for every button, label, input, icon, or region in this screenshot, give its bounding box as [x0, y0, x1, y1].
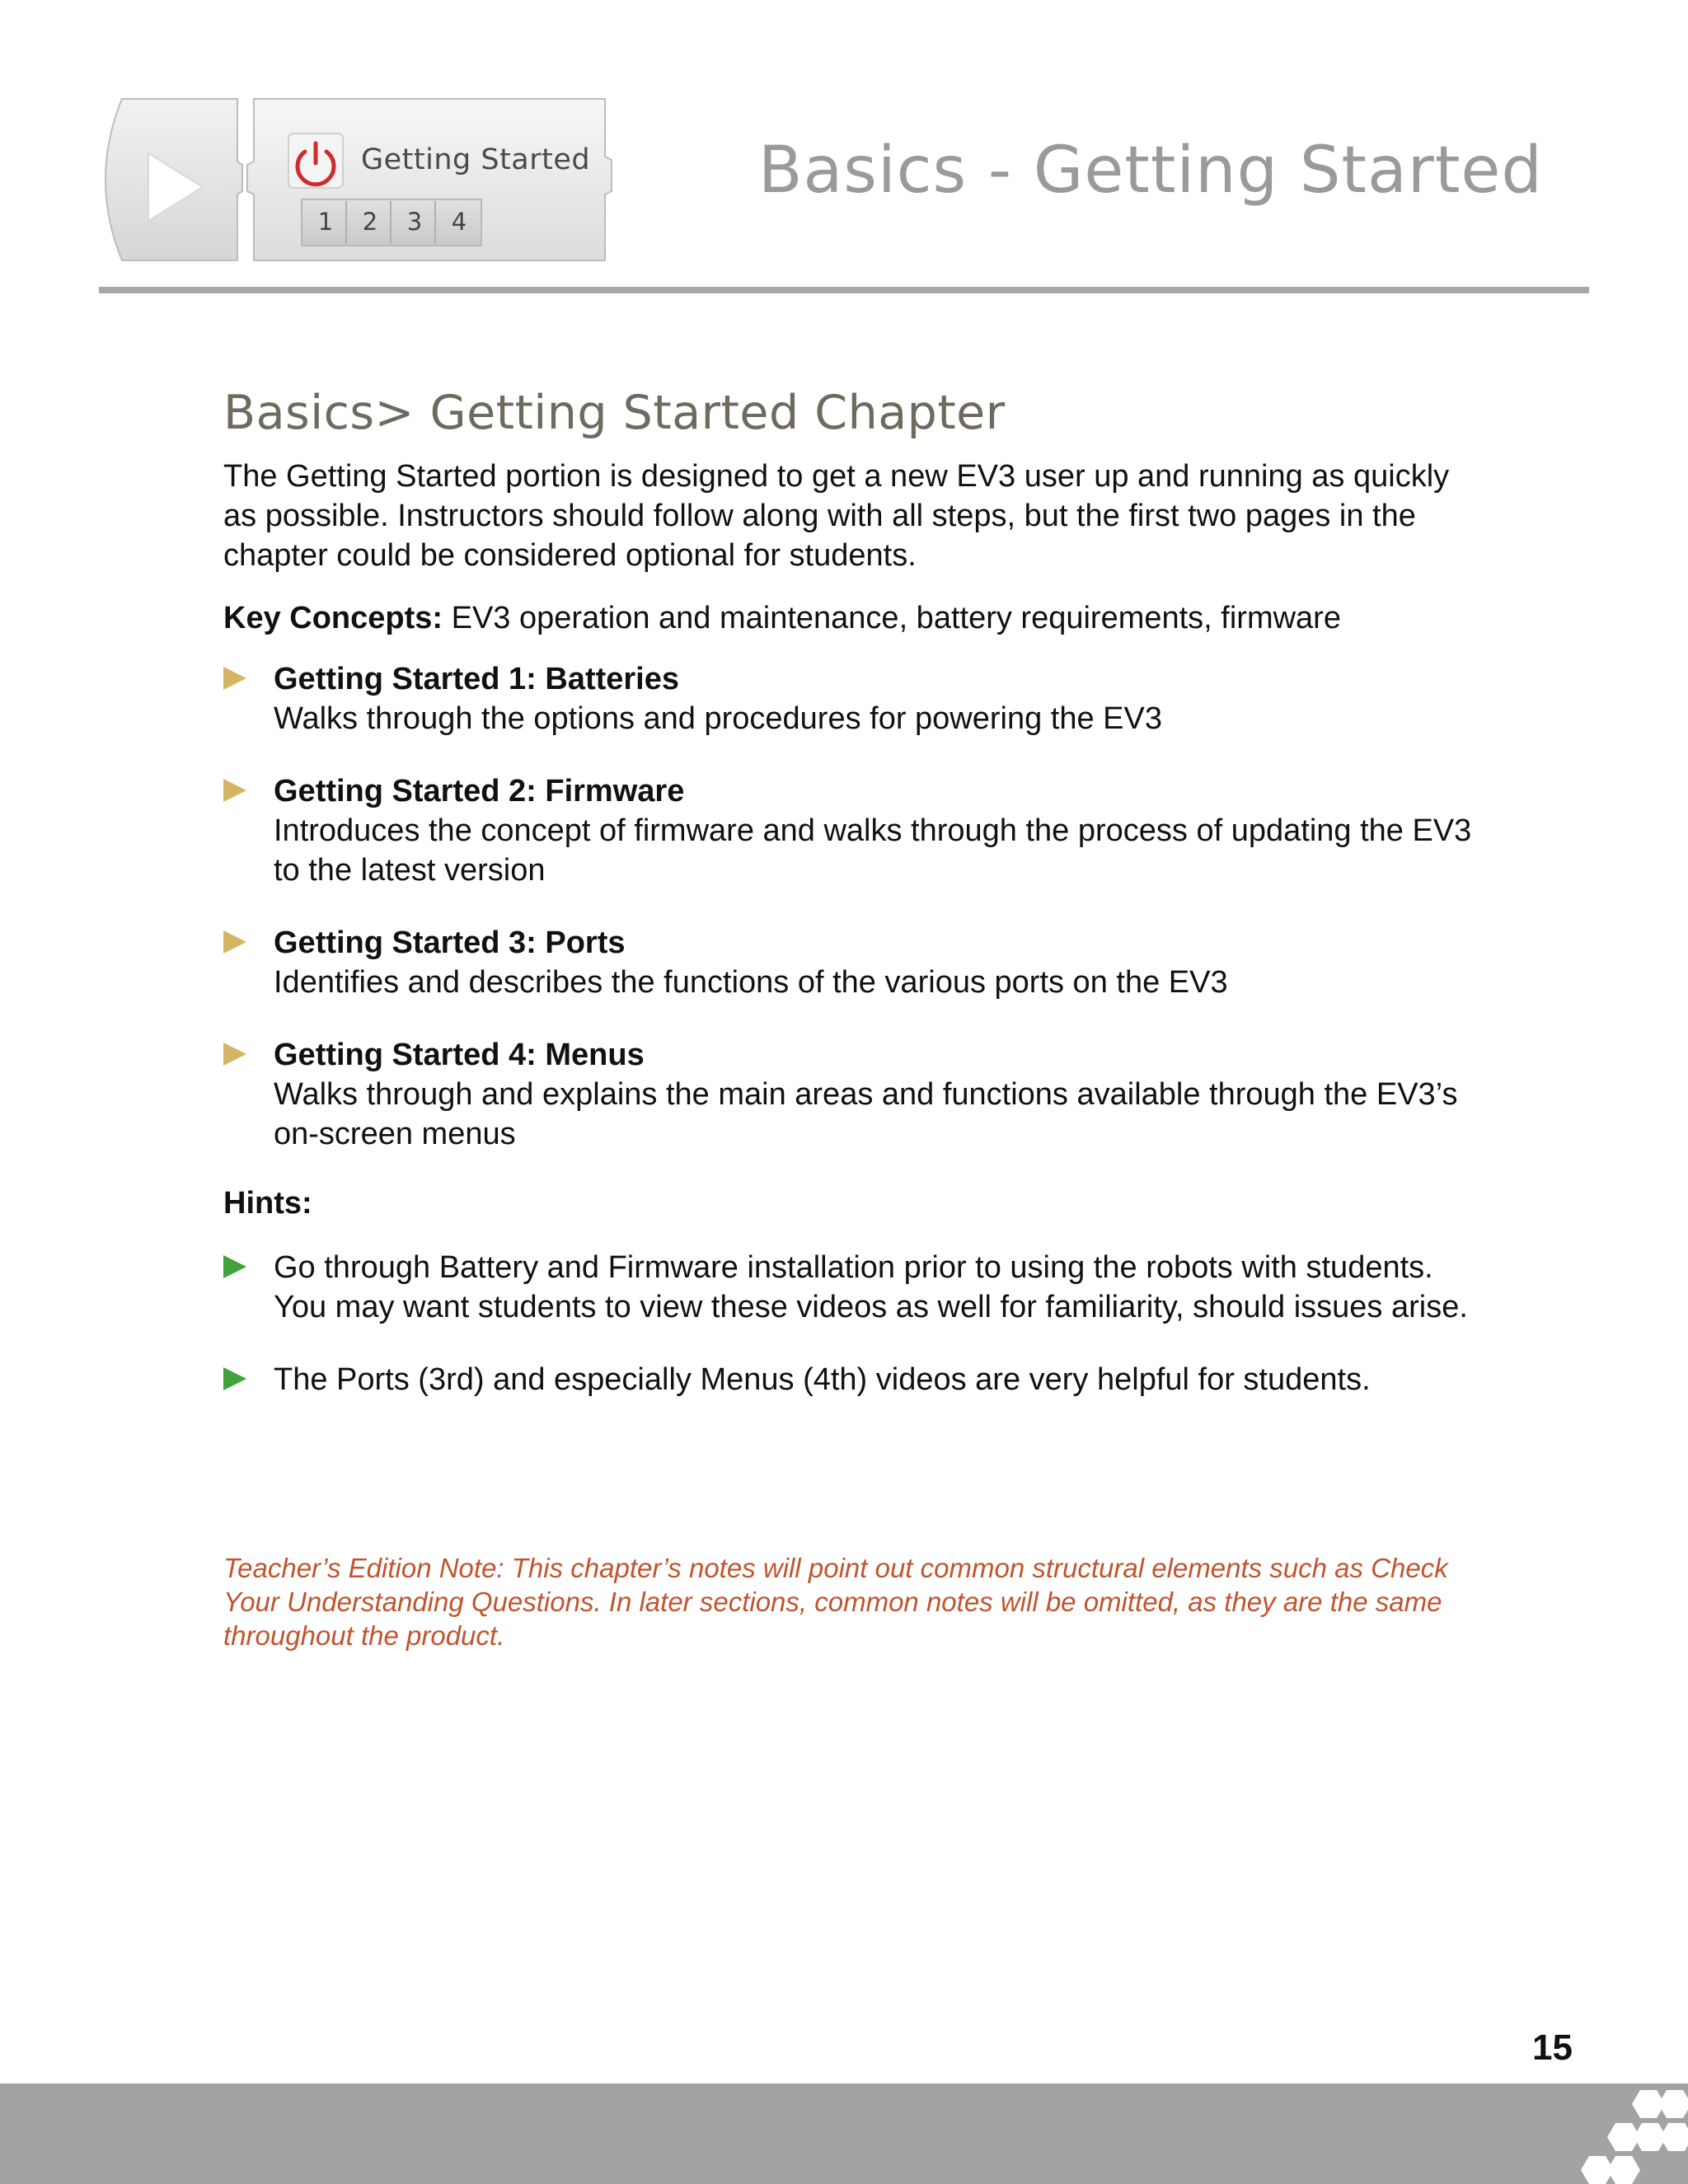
item-description: Introduces the concept of firmware and walks through the process of updating the EV3 to the latest version	[274, 813, 1472, 888]
getting-started-block-graphic	[97, 97, 617, 262]
block-tab-2: 2	[362, 208, 378, 236]
item-description: Walks through and explains the main areas and functions available through the EV3’s on-screen menus	[274, 1077, 1458, 1151]
list-item	[223, 1035, 1484, 1154]
block-tab-1: 1	[317, 208, 334, 236]
key-concepts-label: Key Concepts:	[223, 601, 443, 635]
arrow-bullet-icon	[223, 779, 246, 802]
list-item	[223, 923, 1484, 1002]
hint-text: The Ports (3rd) and especially Menus (4th) videos are very helpful for students.	[274, 1362, 1371, 1397]
block-tab-4: 4	[451, 208, 467, 236]
arrow-bullet-icon	[223, 667, 246, 690]
page-number: 15	[1532, 2027, 1573, 2068]
block-tab-3: 3	[406, 208, 423, 236]
item-description: Walks through the options and procedures for powering the EV3	[274, 701, 1163, 736]
list-item	[223, 771, 1484, 890]
ev3-block-shape	[97, 97, 617, 262]
page-header-title: Basics - Getting Started	[758, 134, 1543, 208]
intro-paragraph: The Getting Started portion is designed to get a new EV3 user up and running as quickly as possible. Instructors should follow along with all steps, but the first two pages in the chapter could be considered optional for students.	[223, 459, 1450, 573]
hint-item	[223, 1360, 1484, 1399]
list-item	[223, 659, 1484, 738]
item-description: Identifies and describes the functions of the various ports on the EV3	[274, 965, 1228, 1000]
item-title: Getting Started 3: Ports	[274, 926, 626, 960]
footer-band	[0, 2083, 1688, 2184]
arrow-bullet-icon	[223, 1367, 246, 1390]
chapter-content	[223, 386, 1484, 1432]
item-title: Getting Started 4: Menus	[274, 1038, 645, 1072]
arrow-bullet-icon	[223, 1043, 246, 1066]
item-title: Getting Started 1: Batteries	[274, 662, 679, 696]
key-concepts-text: EV3 operation and maintenance, battery requirements, firmware	[443, 601, 1341, 635]
header-divider	[99, 287, 1589, 293]
arrow-bullet-icon	[223, 1255, 246, 1278]
key-concepts	[223, 598, 1484, 638]
hint-text: Go through Battery and Firmware installation prior to using the robots with students. You may want students to view these videos as well for familiarity, should issues arise.	[274, 1250, 1468, 1324]
block-title: Getting Started	[361, 143, 591, 176]
hexagon-logo-icon	[1564, 2083, 1688, 2184]
item-title: Getting Started 2: Firmware	[274, 774, 685, 808]
hint-item	[223, 1248, 1484, 1327]
chapter-heading: Basics> Getting Started Chapter	[223, 386, 1006, 440]
arrow-bullet-icon	[223, 930, 246, 954]
teacher-edition-note: Teacher’s Edition Note: This chapter’s notes will point out common structural elements such as Check Your Understanding Questions. In later sections, common notes will be omitted, as they are the same throughout the product.	[223, 1553, 1448, 1651]
hints-label: Hints:	[223, 1186, 312, 1221]
